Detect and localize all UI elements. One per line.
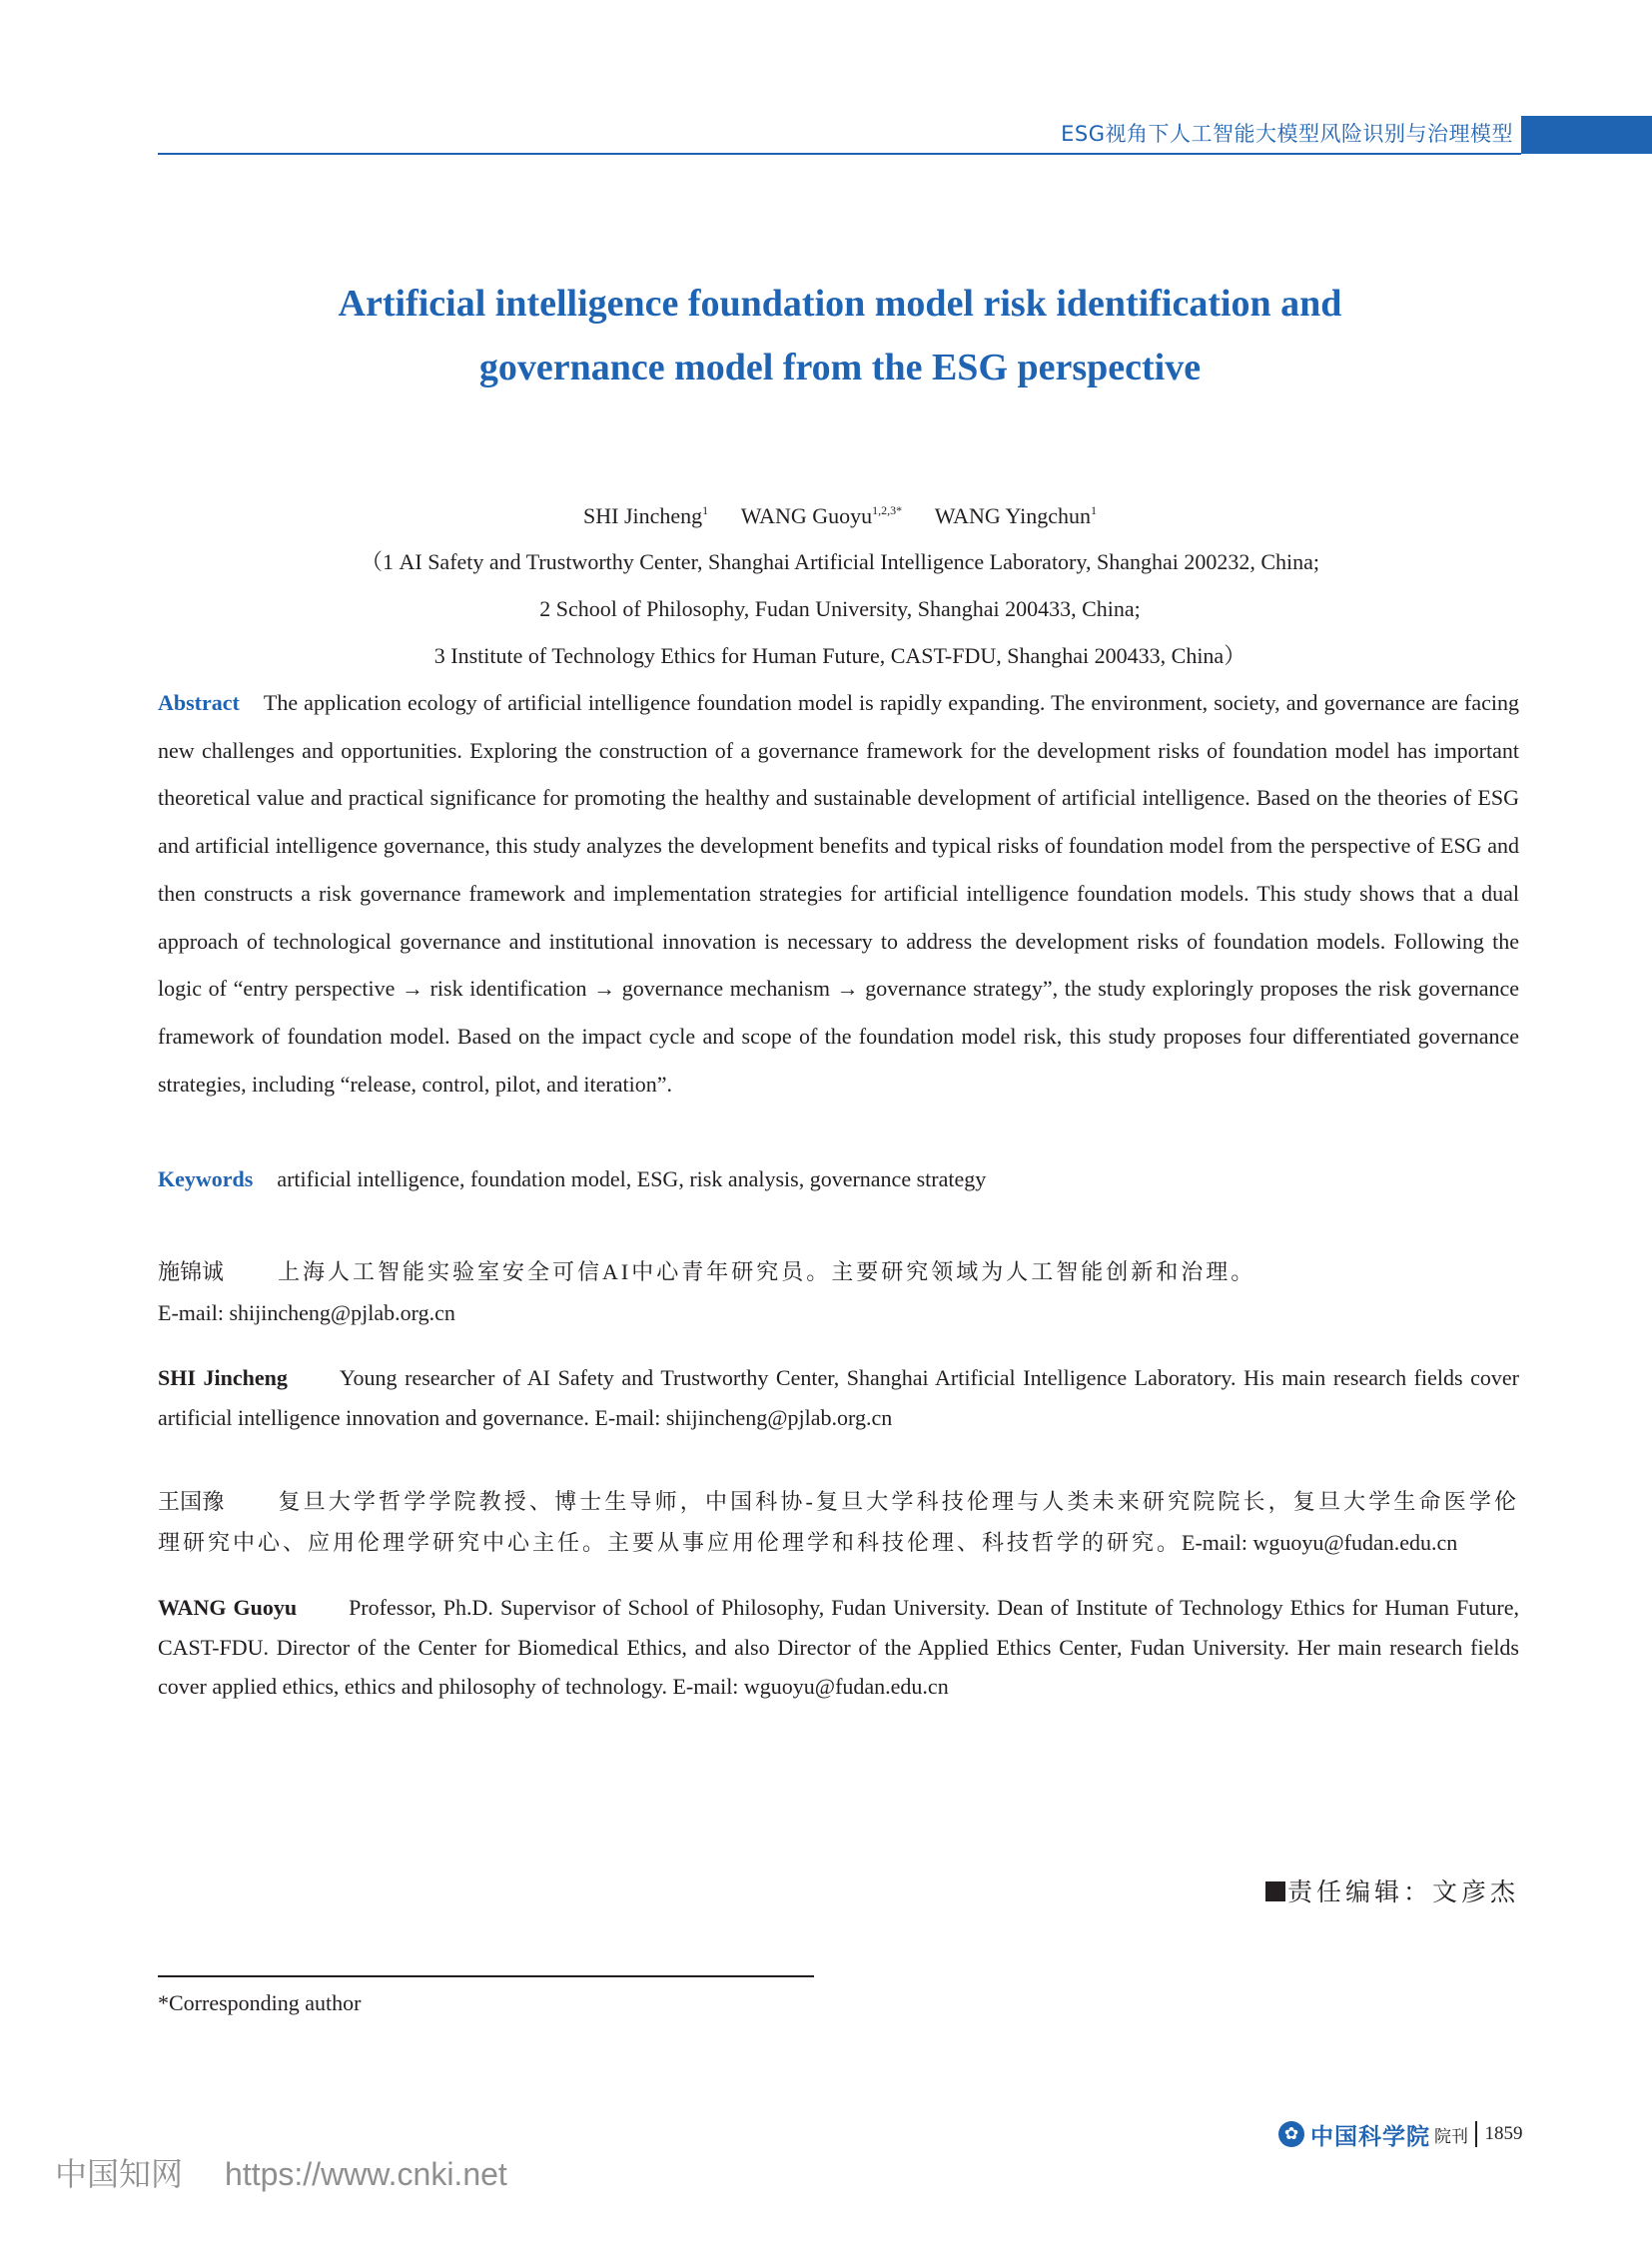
bio-name: 施锦诚: [158, 1260, 225, 1285]
bio-shi-cn: [158, 1252, 1519, 1332]
author-name: WANG Guoyu: [740, 503, 873, 528]
author-affiliation-mark: 1: [1091, 503, 1097, 517]
bio-email: E-mail: wguoyu@fudan.edu.cn: [1182, 1529, 1458, 1555]
bio-text: 上海人工智能实验室安全可信AI中心青年研究员。主要研究领域为人工智能创新和治理。: [278, 1259, 1256, 1284]
author-affiliation-mark: 1: [702, 503, 709, 517]
bio-name: SHI Jincheng: [158, 1365, 288, 1390]
watermark-url: https://www.cnki.net: [225, 2156, 507, 2192]
paper-title: [158, 272, 1522, 399]
footnote: *Corresponding author: [158, 1990, 362, 2015]
affiliation-line: 2 School of Philosophy, Fudan University, Shanghai 200433, China;: [539, 596, 1141, 621]
keywords-label: Keywords: [158, 1166, 254, 1191]
affiliation-line: 3 Institute of Technology Ethics for Human Future, CAST-FDU, Shanghai 200433, China）: [433, 643, 1246, 668]
bio-wang-cn: [158, 1482, 1519, 1562]
author-name: SHI Jincheng: [583, 503, 703, 528]
cnki-watermark: [55, 2149, 507, 2195]
abstract-label: Abstract: [158, 690, 240, 715]
running-header-title: ESG视角下人工智能大模型风险识别与治理模型: [1061, 122, 1513, 146]
bio-email: E-mail: shijincheng@pjlab.org.cn: [158, 1299, 455, 1325]
bio-shi-en: [158, 1358, 1519, 1437]
affiliation-line: （1 AI Safety and Trustworthy Center, Shanghai Artificial Intelligence Laboratory, Shanghai 200232, China;: [360, 549, 1319, 574]
header-rule: [158, 153, 1521, 155]
journal-footer: [1278, 2119, 1523, 2149]
responsible-editor: [1099, 1872, 1519, 1908]
cas-seal-icon: ✿: [1278, 2121, 1304, 2147]
bio-wang-en: [158, 1588, 1519, 1707]
paper-title-line-2: governance model from the ESG perspective: [478, 347, 1202, 388]
bio-text: 复旦大学哲学学院教授、博士生导师，中国科协-复旦大学科技伦理与人类未来研究院院长，复旦大学生命医学伦理研究中心、应用伦理学研究中心主任。主要从事应用伦理学和科技伦理、科技哲学的研究。: [158, 1489, 1519, 1555]
bio-text: Professor, Ph.D. Supervisor of School of Philosophy, Fudan University. Dean of Institute of Technology Ethics for Human Future, CAST-FDU. Director of the Center for Biomedical Ethics, and also Director of the Applied Ethics Center, Fudan University. Her main research fields cover applied ethics, ethics and philosophy of technology. E-mail: wguoyu@fudan.edu.cn: [158, 1595, 1519, 1699]
keywords: [158, 1155, 1519, 1203]
abstract-text: The application ecology of artificial intelligence foundation model is rapidly expanding. The environment, society, and governance are facing new challenges and opportunities. Exploring the construction of a governance framework for the development risks of foundation model has important theoretical value and practical significance for promoting the healthy and sustainable development of artificial intelligence. Based on the theories of ESG and artificial intelligence governance, this study analyzes the development benefits and typical risks of foundation model from the perspective of ESG and then constructs a risk governance framework and implementation strategies for artificial intelligence foundation models. This study shows that a dual approach of technological governance and institutional innovation is necessary to address the development risks of foundation models. Following the logic of “entry perspective → risk identification → governance mechanism → governance strategy”, the study exploringly proposes the risk governance framework of foundation model. Based on the impact cycle and scope of the foundation model risk, this study proposes four differentiated governance strategies, including “release, control, pilot, and iteration”.: [158, 690, 1519, 1097]
bio-name: WANG Guoyu: [158, 1595, 298, 1620]
author-list: [158, 501, 1522, 531]
page-number: 1859: [1484, 2123, 1523, 2144]
footer-divider: [1475, 2121, 1477, 2147]
watermark-cn: 中国知网: [55, 2155, 184, 2193]
author-name: WANG Yingchun: [934, 503, 1091, 528]
journal-logo-name: 中国科学院: [1310, 2122, 1430, 2150]
author-affiliation-mark: 1,2,3*: [872, 503, 903, 517]
footnote-rule: [158, 1975, 814, 1977]
keywords-text: artificial intelligence, foundation model, ESG, risk analysis, governance strategy: [277, 1166, 987, 1191]
bio-text: Young researcher of AI Safety and Trustworthy Center, Shanghai Artificial Intelligence Laboratory. His main research fields cover artificial intelligence innovation and governance. E-mail: shijincheng@pjlab.org.cn: [158, 1365, 1519, 1430]
bio-name: 王国豫: [158, 1490, 225, 1515]
paper-title-line-1: Artificial intelligence foundation model risk identification and: [338, 283, 1342, 325]
square-bullet-icon: [1265, 1881, 1285, 1901]
abstract: [158, 679, 1519, 1108]
header-accent-block: [1521, 116, 1652, 154]
editor-text: 责任编辑：文彦杰: [1286, 1879, 1519, 1906]
journal-logo-sub: 院刊: [1434, 2126, 1468, 2147]
